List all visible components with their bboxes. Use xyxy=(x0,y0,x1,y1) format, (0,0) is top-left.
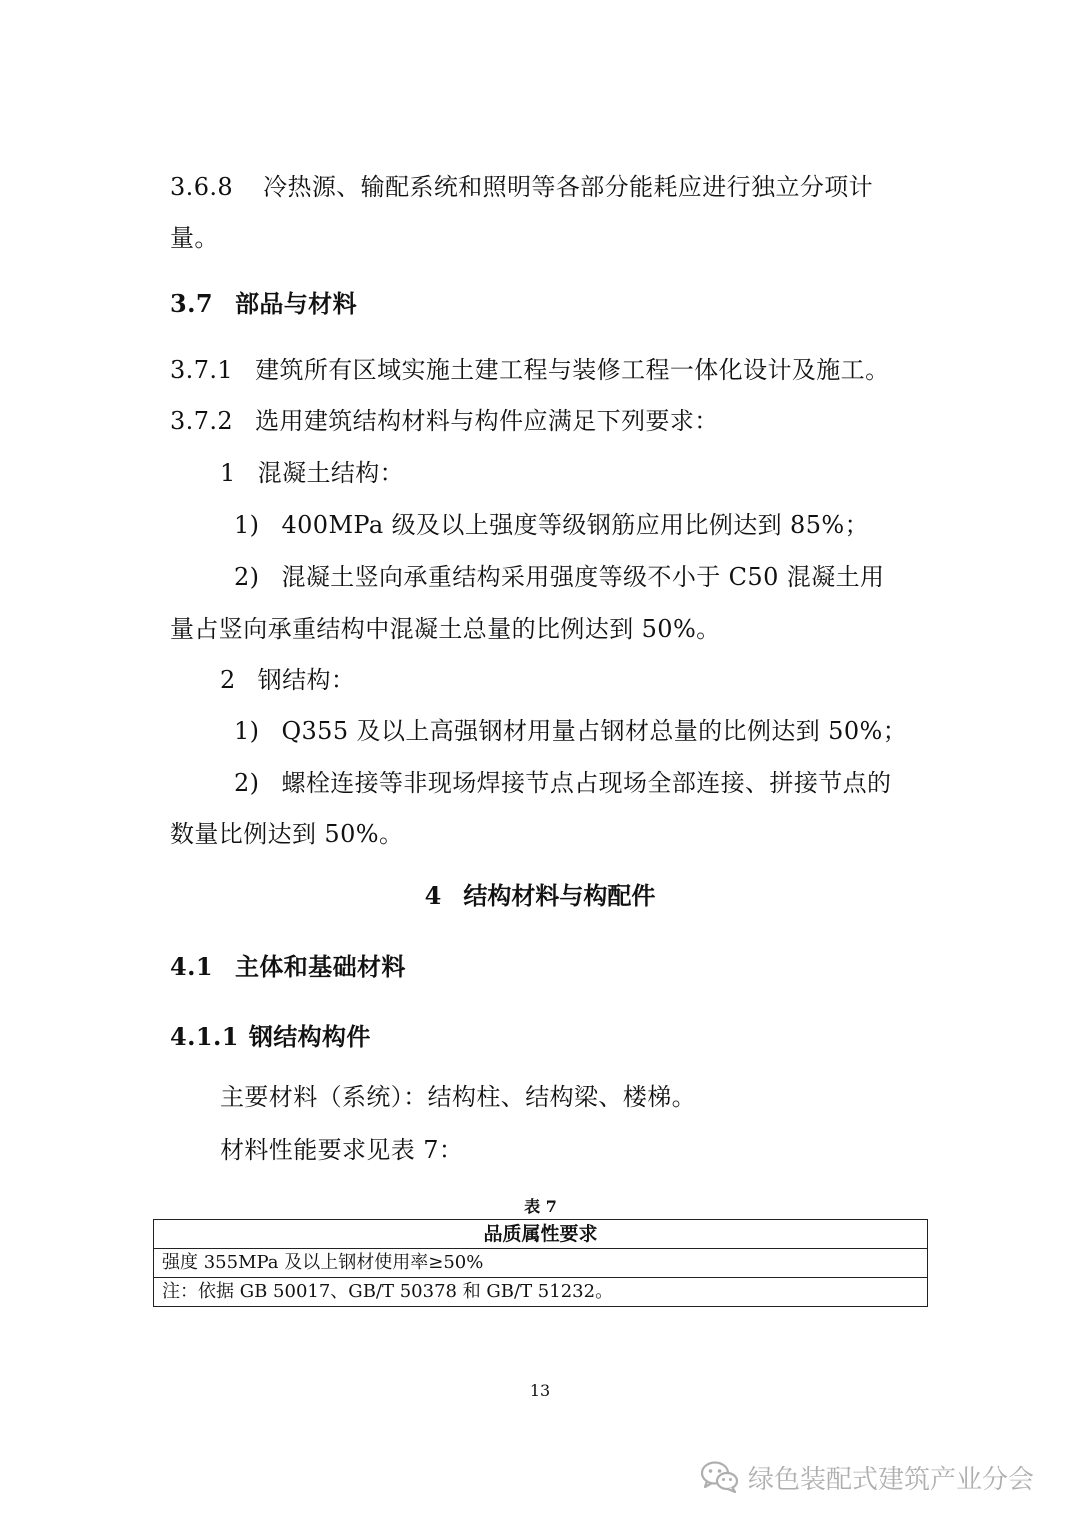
section-3-7-heading xyxy=(170,288,357,320)
list-subitem-2-1 xyxy=(234,715,907,747)
section-title: 主体和基础材料 xyxy=(234,952,406,981)
subitem-text: 混凝土竖向承重结构采用强度等级不小于 C50 混凝土用 xyxy=(281,563,885,591)
clause-title: 钢结构构件 xyxy=(248,1022,371,1051)
list-subitem-2-2-line1 xyxy=(234,767,891,799)
wechat-icon xyxy=(700,1460,740,1494)
subitem-text: Q355 及以上高强钢材用量占钢材总量的比例达到 50%； xyxy=(281,717,908,745)
clause-4-1-1-para2: 材料性能要求见表 7： xyxy=(220,1136,464,1164)
list-item-2 xyxy=(220,664,355,696)
chapter-number: 4 xyxy=(424,881,442,910)
list-item-1 xyxy=(220,457,404,489)
page-number: 13 xyxy=(529,1381,551,1400)
clause-text: 选用建筑结构材料与构件应满足下列要求： xyxy=(255,407,719,435)
clause-4-1-1-heading xyxy=(170,1021,371,1053)
section-number: 3.7 xyxy=(170,289,213,318)
clause-text: 建筑所有区域实施土建工程与装修工程一体化设计及施工。 xyxy=(255,356,890,384)
subitem-number: 1) xyxy=(234,717,260,745)
section-title: 部品与材料 xyxy=(234,289,357,318)
subitem-number: 2) xyxy=(234,769,260,797)
clause-number: 3.7.2 xyxy=(170,407,234,435)
list-item-number: 1 xyxy=(220,459,236,487)
clause-3-7-2 xyxy=(170,405,719,437)
clause-text: 冷热源、输配系统和照明等各部分能耗应进行独立分项计 xyxy=(263,173,874,201)
list-item-title: 混凝土结构： xyxy=(257,459,405,487)
table-header-cell: 品质属性要求 xyxy=(154,1220,928,1249)
clause-3-6-8-line1 xyxy=(170,171,873,203)
chapter-title: 结构材料与构配件 xyxy=(463,881,656,910)
section-4-1-heading xyxy=(170,951,406,983)
subitem-text: 400MPa 级及以上强度等级钢筋应用比例达到 85%； xyxy=(281,511,869,539)
list-item-title: 钢结构： xyxy=(257,666,356,694)
clause-number: 3.7.1 xyxy=(170,356,234,384)
clause-3-6-8-line2: 量。 xyxy=(170,224,219,252)
list-subitem-2-2-line2: 数量比例达到 50%。 xyxy=(170,820,404,848)
table-7 xyxy=(153,1219,928,1307)
table-caption: 表 7 xyxy=(524,1197,557,1216)
table-row xyxy=(154,1249,928,1278)
section-number: 4.1 xyxy=(170,952,213,981)
list-subitem-1-1 xyxy=(234,509,869,541)
table-header-row xyxy=(154,1220,928,1249)
watermark xyxy=(700,1457,1034,1497)
table-note-cell: 注：依据 GB 50017、GB/T 50378 和 GB/T 51232。 xyxy=(154,1278,928,1307)
clause-3-7-1 xyxy=(170,354,889,386)
subitem-text: 螺栓连接等非现场焊接节点占现场全部连接、拼接节点的 xyxy=(281,769,892,797)
table-cell: 强度 355MPa 及以上钢材使用率≥50% xyxy=(154,1249,928,1278)
subitem-number: 2) xyxy=(234,563,260,591)
clause-number: 4.1.1 xyxy=(170,1022,239,1051)
watermark-text: 绿色装配式建筑产业分会 xyxy=(748,1464,1035,1495)
clause-number: 3.6.8 xyxy=(170,173,234,201)
subitem-number: 1) xyxy=(234,511,260,539)
list-subitem-1-2-line1 xyxy=(234,561,884,593)
list-subitem-1-2-line2: 量占竖向承重结构中混凝土总量的比例达到 50%。 xyxy=(170,615,721,643)
clause-4-1-1-para1: 主要材料（系统）：结构柱、结构梁、楼梯。 xyxy=(220,1083,696,1111)
table-note-row xyxy=(154,1278,928,1307)
chapter-4-heading xyxy=(0,880,1080,912)
list-item-number: 2 xyxy=(220,666,236,694)
